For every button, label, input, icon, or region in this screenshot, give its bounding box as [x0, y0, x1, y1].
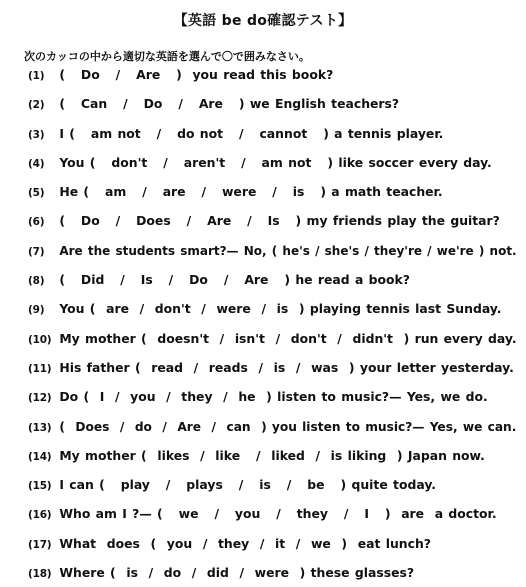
question-item: [28, 148, 518, 177]
question-text: You ( don't / aren't / am not ) like soccer every day.: [59, 154, 492, 170]
question-text: Where ( is / do / did / were ) these glasses?: [59, 565, 415, 581]
question-item: [28, 206, 518, 235]
question-number: (9): [28, 304, 45, 317]
question-text: My mother ( doesn't / isn't / don't / didn't ) run every day.: [59, 330, 517, 346]
question-number: (11): [28, 362, 52, 375]
question-item: [28, 529, 518, 558]
question-item: [28, 89, 518, 118]
question-text: ( Do / Does / Are / Is ) my friends play the guitar?: [59, 213, 500, 229]
question-item: [28, 236, 518, 265]
question-text: Who am I ?— ( we / you / they / I ) are a doctor.: [59, 506, 497, 522]
question-item: [28, 265, 518, 294]
question-number: (5): [28, 187, 45, 200]
question-text: ( Can / Do / Are ) we English teachers?: [59, 96, 400, 112]
question-number: (8): [28, 275, 45, 288]
question-number: (14): [28, 450, 52, 463]
question-number: (6): [28, 216, 45, 229]
question-text: Are the students smart?— No, ( he's / she's / they're / we're ) not.: [59, 243, 517, 258]
question-number: (13): [28, 421, 52, 434]
question-text: What does ( you / they / it / we ) eat lunch?: [59, 535, 431, 551]
question-item: [28, 412, 518, 441]
question-number: (18): [28, 568, 52, 581]
instruction-text: 次のカッコの中から適切な英語を選んで〇で囲みなさい。: [24, 50, 310, 63]
question-item: [28, 177, 518, 206]
question-item: [28, 441, 518, 470]
question-number: (7): [28, 245, 45, 258]
question-text: He ( am / are / were / is ) a math teacher.: [59, 184, 443, 200]
question-number: (10): [28, 333, 52, 346]
question-text: ( Did / Is / Do / Are ) he read a book?: [59, 272, 410, 288]
question-number: (4): [28, 157, 45, 170]
question-text: I ( am not / do not / cannot ) a tennis player.: [59, 125, 444, 141]
question-item: [28, 382, 518, 411]
question-text: ( Does / do / Are / can ) you listen to music?— Yes, we can.: [59, 419, 517, 434]
worksheet-title: 【英語 be do確認テスト】: [173, 13, 353, 29]
question-item: [28, 499, 518, 528]
question-number: (16): [28, 509, 52, 522]
question-text: Do ( I / you / they / he ) listen to music?— Yes, we do.: [59, 389, 488, 405]
question-text: His father ( read / reads / is / was ) your letter yesterday.: [59, 359, 514, 375]
question-number: (3): [28, 128, 45, 141]
question-list: [28, 60, 518, 587]
question-text: I can ( play / plays / is / be ) quite today.: [59, 477, 436, 493]
question-number: (15): [28, 480, 52, 493]
question-item: [28, 324, 518, 353]
question-number: (17): [28, 538, 52, 551]
question-text: My mother ( likes / like / liked / is liking ) Japan now.: [59, 447, 485, 463]
question-number: (1): [28, 70, 45, 82]
question-text: You ( are / don't / were / is ) playing tennis last Sunday.: [59, 301, 502, 317]
question-item: [28, 294, 518, 323]
question-text: ( Do / Are ) you read this book?: [59, 67, 334, 82]
question-item: [28, 60, 518, 89]
question-item: [28, 558, 518, 587]
question-number: (12): [28, 392, 52, 405]
question-item: [28, 470, 518, 499]
question-item: [28, 353, 518, 382]
question-number: (2): [28, 99, 45, 112]
question-item: [28, 119, 518, 148]
